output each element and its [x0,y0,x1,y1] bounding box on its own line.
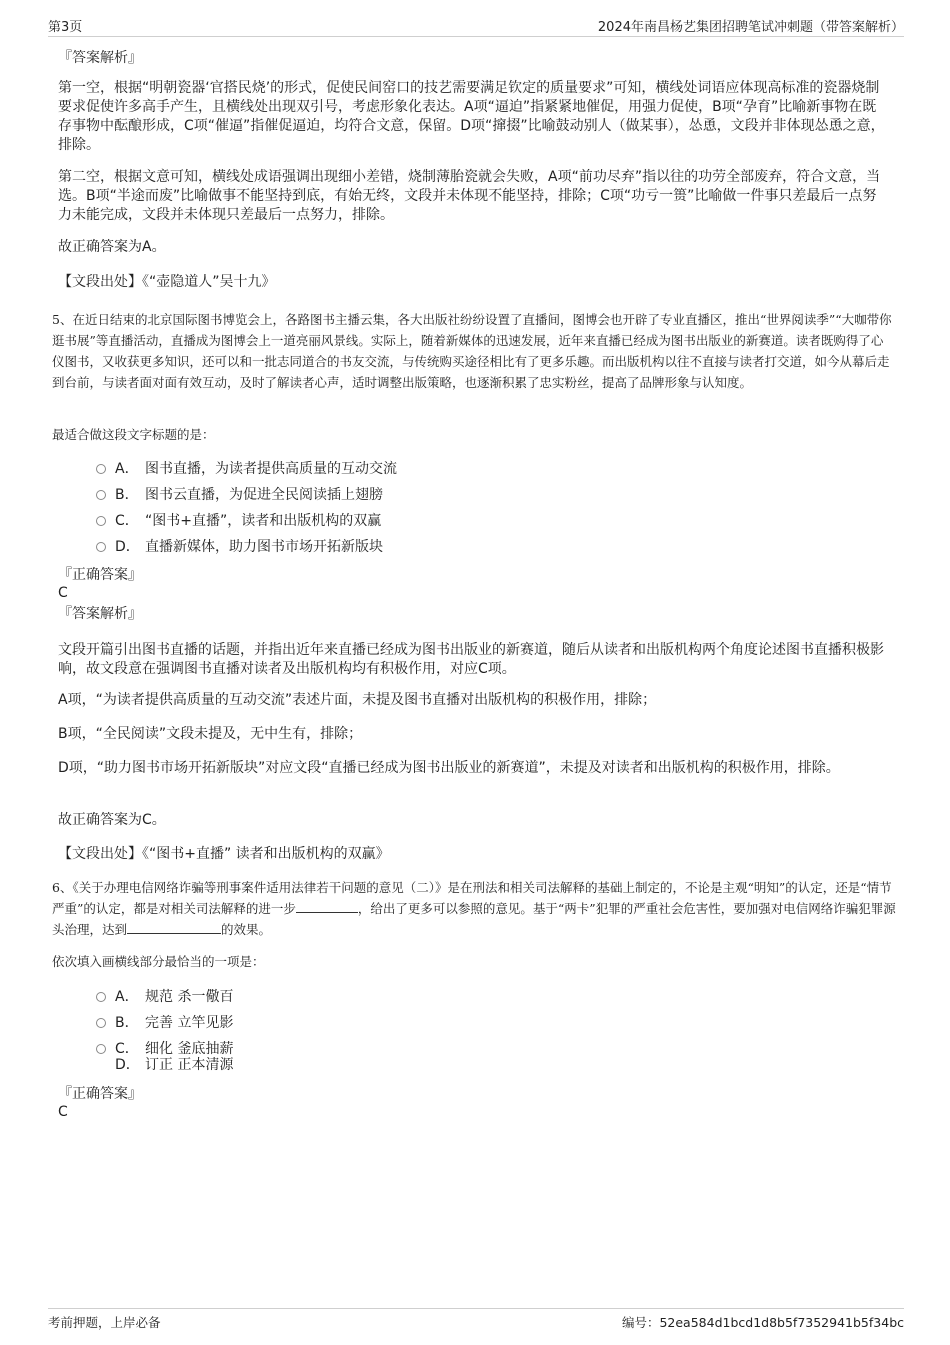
q5-option-c[interactable]: C． “图书+直播”，读者和出版机构的双赢 [96,511,381,531]
footer-slogan: 考前押题，上岸必备 [48,1315,161,1330]
q4-conclusion: 故正确答案为A。 [58,239,166,255]
q5-analysis-para1: 文段开篇引出图书直播的话题，并指出近年来直播已经成为图书出版业的新赛道，随后从读者和出版机构两个角度论述图书直播积极影响，故文段意在强调图书直播对读者及出版机构均有积极作用，对应C项。 [58,642,884,677]
q4-analysis-para2: 第二空，根据文意可知，横线处成语强调出现细小差错，烧制薄胎瓷就会失败，A项“前功尽弃”指以往的功劳全部废弃，符合文意，当选。B项“半途而废”比喻做事不能坚持到底，有始无终，文段并未体现不能坚持，排除；C项“功亏一篑”比喻做一件事只差最后一点努力未能完成，文段并未体现只差最后一点努力，排除。 [58,169,881,223]
radio-icon[interactable] [96,542,106,552]
q5-conclusion: 故正确答案为C。 [58,812,166,828]
radio-icon[interactable] [96,992,106,1002]
q4-analysis-label: 『答案解析』 [58,50,142,66]
q5-answer: C [58,585,68,601]
q4-analysis-para1: 第一空，根据“明朝瓷器‘官搭民烧’的形式，促使民间窑口的技艺需要满足钦定的质量要求”可知，横线处词语应体现高标准的瓷器烧制要求促使许多高手产生，且横线处出现双引号，考虑形象化表达。A项“逼迫”指紧紧地催促，用强力促使，B项“孕育”比喻新事物在既存事物中酝酿形成，C项“催逼”指催促逼迫，均符合文意，保留。D项“撺掇”比喻鼓动别人（做某事），怂恿，文段并非体现怂恿之意，排除。 [58,80,885,153]
q4-source: 【文段出处】《“壶隐道人”吴十九》 [58,274,276,290]
page-header [48,14,904,37]
radio-icon[interactable] [96,516,106,526]
q5-option-a[interactable]: A． 图书直播，为读者提供高质量的互动交流 [96,459,397,479]
q6-option-c[interactable]: C． 细化 釜底抽薪 [96,1039,233,1059]
q5-analysis-para2: A项，“为读者提供高质量的互动交流”表述片面，未提及图书直播对出版机构的积极作用，排除； [58,692,657,708]
page-footer [48,1308,904,1331]
document-title: 2024年南昌杨艺集团招聘笔试冲刺题（带答案解析） [597,20,904,35]
q6-stem: 6、《关于办理电信网络诈骗等刑事案件适用法律若干问题的意见（二）》是在刑法和相关司法解释的基础上制定的，不论是主观“明知”的认定，还是“情节严重”的认定，都是对相关司法解释的进一步 ，给出了更多可以参照的意见。基于“两卡”犯罪的严重社会危害性，要加强对电信网络诈骗犯罪源头治理，达到 的效果。 [52,880,896,937]
radio-icon[interactable] [96,1044,106,1054]
radio-icon[interactable] [96,1018,106,1028]
radio-icon[interactable] [96,490,106,500]
q5-analysis-label: 『答案解析』 [58,606,142,622]
q6-prompt: 依次填入画横线部分最恰当的一项是： [52,954,265,969]
q5-analysis-para4: D项，“助力图书市场开拓新版块”对应文段“直播已经成为图书出版业的新赛道”，未提及对读者和出版机构的积极作用，排除。 [58,760,840,776]
q5-analysis-para3: B项，“全民阅读”文段未提及，无中生有，排除； [58,726,363,742]
page-number: 第3页 [48,20,83,35]
fill-blank-1[interactable] [296,902,358,913]
q5-option-b[interactable]: B． 图书云直播，为促进全民阅读插上翅膀 [96,485,383,505]
q6-option-b[interactable]: B． 完善 立竿见影 [96,1013,233,1033]
q5-stem: 5、在近日结束的北京国际图书博览会上，各路图书主播云集，各大出版社纷纷设置了直播间，图博会也开辟了专业直播区，推出“世界阅读季”“大咖带你逛书展”等直播活动，直播成为图博会上一道亮丽风景线。实际上，随着新媒体的迅速发展，近年来直播已经成为图书出版业的新赛道。读者既购得了心仪图书，又收获更多知识，还可以和一批志同道合的书友交流，与传统购买途径相比有了更多乐趣。而出版机构以往不直接与读者打交道，如今从幕后走到台前，与读者面对面有效互动，及时了解读者心声，适时调整出版策略，也逐渐积累了忠实粉丝，提高了品牌形象与认知度。 [52,312,892,390]
q6-answer-label: 『正确答案』 [58,1086,142,1102]
document-id: 编号：52ea584d1bcd1d8b5f7352941b5f34bc [621,1315,904,1330]
q6-option-a[interactable]: A． 规范 杀一儆百 [96,987,233,1007]
q5-option-d[interactable]: D． 直播新媒体，助力图书市场开拓新版块 [96,537,383,557]
q5-source: 【文段出处】《“图书+直播” 读者和出版机构的双赢》 [58,846,390,862]
q6-answer: C [58,1104,68,1120]
q6-option-d[interactable]: D． 订正 正本清源 [115,1057,234,1073]
q5-prompt: 最适合做这段文字标题的是： [52,427,215,442]
radio-icon[interactable] [96,464,106,474]
q5-answer-label: 『正确答案』 [58,567,142,583]
fill-blank-2[interactable] [127,923,221,934]
